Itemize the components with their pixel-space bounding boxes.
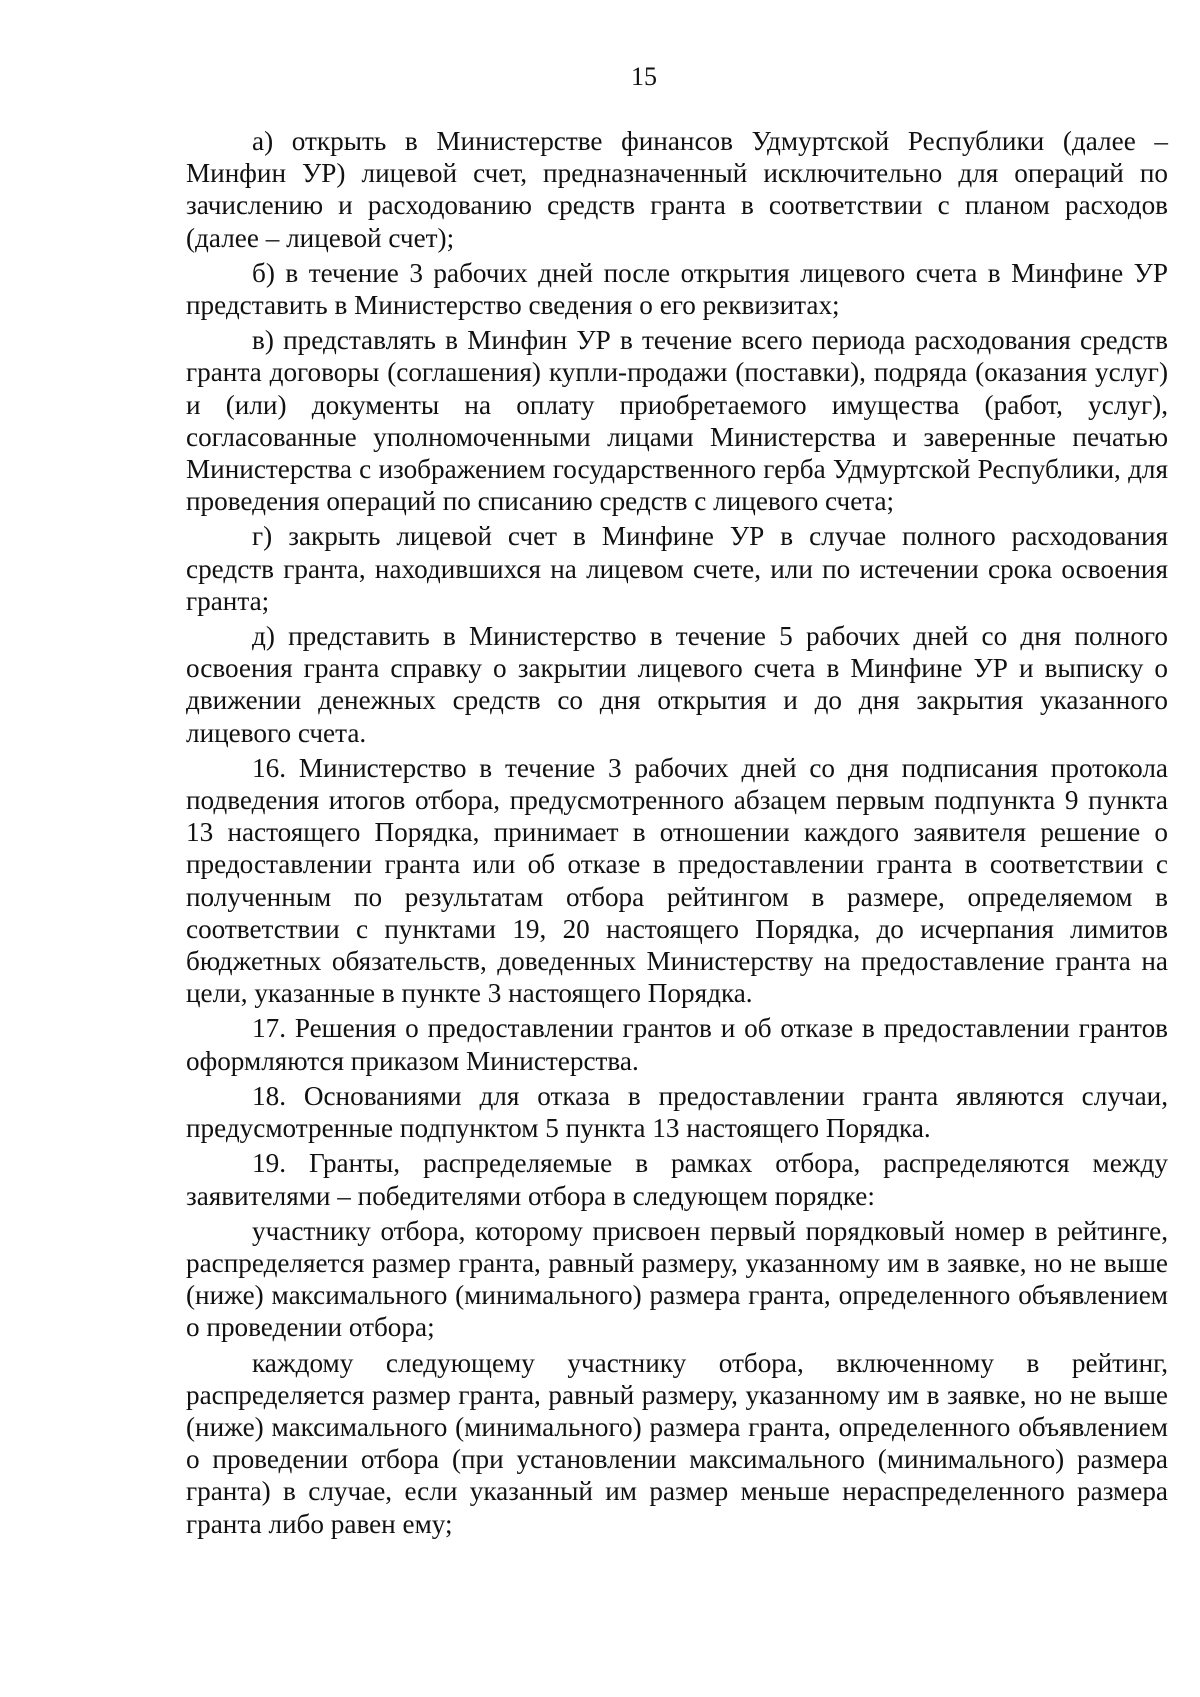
paragraph-subitem-d: д) представить в Министерство в течение 5 рабочих дней со дня полного освоения гранта справку о закрытии лицевого счета в Минфине УР и выписку о движении денежных средств со дня открытия и до дня закрытия указанного лицевого счета.: [186, 621, 1168, 748]
paragraph-subitem-a: а) открыть в Министерстве финансов Удмуртской Республики (далее – Минфин УР) лицевой счет, предназначенный исключительно для операций по зачислению и расходованию средств гранта в соответствии с планом расходов (далее – лицевой счет);: [186, 126, 1168, 253]
paragraph-subitem-b: б) в течение 3 рабочих дней после открытия лицевого счета в Минфине УР представить в Министерство сведения о его реквизитах;: [186, 257, 1168, 321]
page-number: 15: [631, 62, 657, 91]
paragraph-item-18: 18. Основаниями для отказа в предоставлении гранта являются случаи, предусмотренные подпунктом 5 пункта 13 настоящего Порядка.: [186, 1080, 1168, 1144]
paragraph-item-16: 16. Министерство в течение 3 рабочих дней со дня подписания протокола подведения итогов отбора, предусмотренного абзацем первым подпункта 9 пункта 13 настоящего Порядка, принимает в отношении каждого заявителя решение о предоставлении гранта или об отказе в предоставлении гранта в соответствии с полученным по результатам отбора рейтингом в размере, определяемом в соответствии с пунктами 19, 20 настоящего Порядка, до исчерпания лимитов бюджетных обязательств, доведенных Министерству на предоставление гранта на цели, указанные в пункте 3 настоящего Порядка.: [186, 752, 1168, 1009]
paragraph-subitem-g: г) закрыть лицевой счет в Минфине УР в случае полного расходования средств гранта, находившихся на лицевом счете, или по истечении срока освоения гранта;: [186, 521, 1168, 616]
paragraph-item-17: 17. Решения о предоставлении грантов и об отказе в предоставлении грантов оформляются приказом Министерства.: [186, 1013, 1168, 1076]
document-body: [186, 125, 1168, 1543]
paragraph-item-19-rule-2: каждому следующему участнику отбора, включенному в рейтинг, распределяется размер гранта, равный размеру, указанному им в заявке, но не выше (ниже) максимального (минимального) размера гранта, определенного объявлением о проведении отбора (при установлении максимального (минимального) размера гранта) в случае, если указанный им размер меньше нераспределенного размера гранта либо равен ему;: [186, 1347, 1168, 1539]
paragraph-item-19: 19. Гранты, распределяемые в рамках отбора, распределяются между заявителями – победителями отбора в следующем порядке:: [186, 1148, 1168, 1211]
paragraph-item-19-rule-1: участнику отбора, которому присвоен первый порядковый номер в рейтинге, распределяется размер гранта, равный размеру, указанному им в заявке, но не выше (ниже) максимального (минимального) размера гранта, определенного объявлением о проведении отбора;: [186, 1215, 1168, 1343]
paragraph-subitem-v: в) представлять в Минфин УР в течение всего периода расходования средств гранта договоры (соглашения) купли-продажи (поставки), подряда (оказания услуг) и (или) документы на оплату приобретаемого имущества (работ, услуг), согласованные уполномоченными лицами Министерства и заверенные печатью Министерства с изображением государственного герба Удмуртской Республики, для проведения операций по списанию средств с лицевого счета;: [186, 325, 1168, 517]
